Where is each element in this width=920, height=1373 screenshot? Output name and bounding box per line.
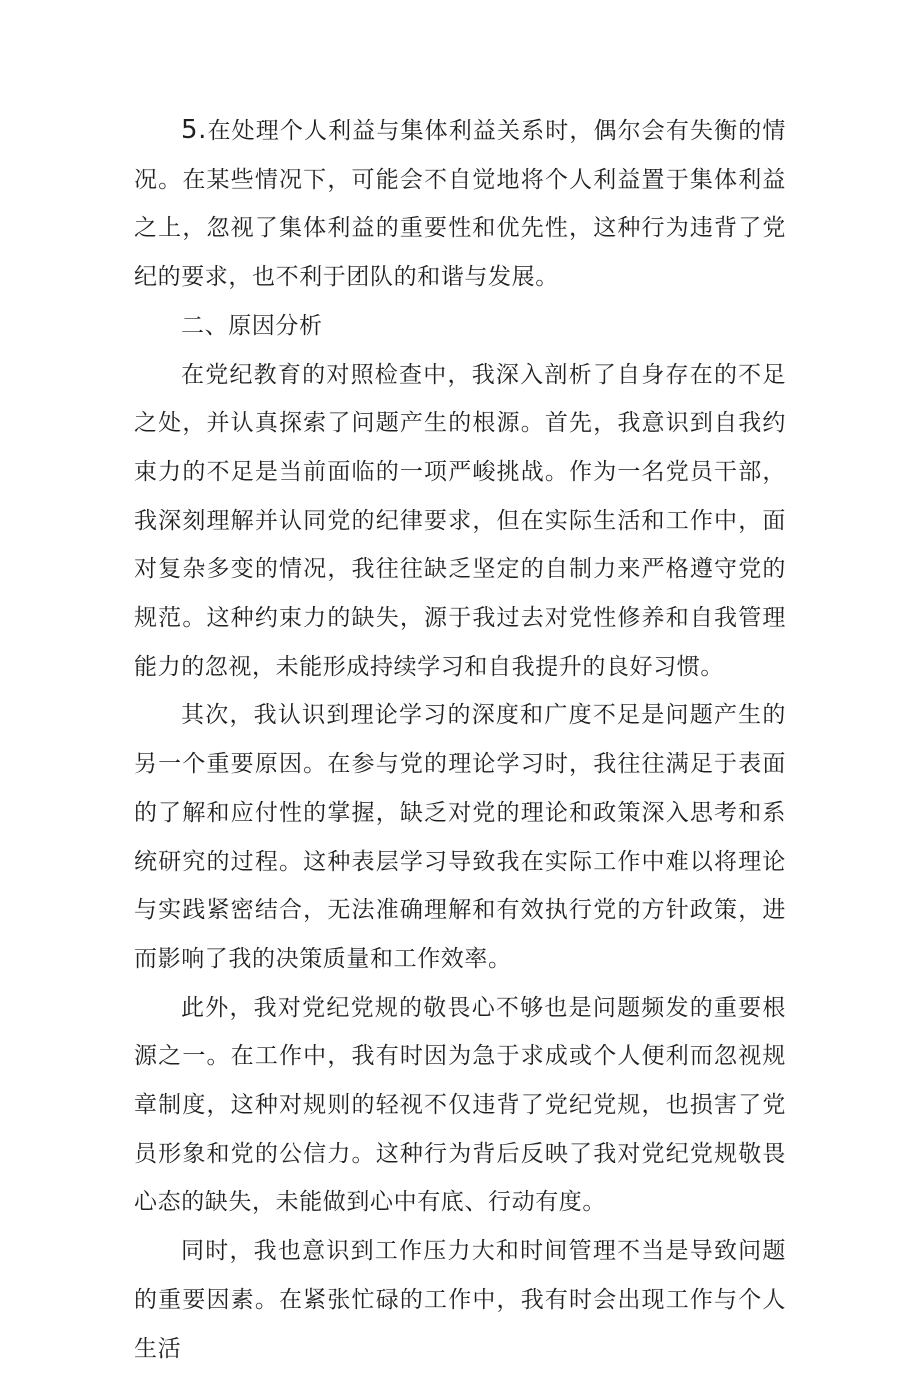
analysis-paragraph-2: 其次，我认识到理论学习的深度和广度不足是问题产生的另一个重要原因。在参与党的理论学习时，我往往满足于表面的了解和应付性的掌握，缺乏对党的理论和政策深入思考和系统研究的过程。这种表层学习导致我在实际工作中难以将理论与实践紧密结合，无法准确理解和有效执行党的方针政策，进而影响了我的决策质量和工作效率。 bbox=[134, 702, 786, 972]
item-number: 5. bbox=[181, 115, 208, 145]
section-heading: 二、原因分析 bbox=[181, 312, 323, 339]
analysis-paragraph-1: 在党纪教育的对照检查中，我深入剖析了自身存在的不足之处，并认真探索了问题产生的根源。首先，我意识到自我约束力的不足是当前面临的一项严峻挑战。作为一名党员干部，我深刻理解并认同党的纪律要求，但在实际生活和工作中，面对复杂多变的情况，我往往缺乏坚定的自制力来严格遵守党的规范。这种约束力的缺失，源于我过去对党性修养和自我管理能力的忽视，未能形成持续学习和自我提升的良好习惯。 bbox=[134, 361, 786, 680]
analysis-paragraph-4: 同时，我也意识到工作压力大和时间管理不当是导致问题的重要因素。在紧张忙碌的工作中，我有时会出现工作与个人生活 bbox=[134, 1238, 786, 1362]
item-5-paragraph bbox=[134, 106, 786, 302]
document-body bbox=[134, 106, 786, 1373]
analysis-paragraph-3: 此外，我对党纪党规的敬畏心不够也是问题频发的重要根源之一。在工作中，我有时因为急于求成或个人便利而忽视规章制度，这种对规则的轻视不仅违背了党纪党规，也损害了党员形象和党的公信力。这种行为背后反映了我对党纪党规敬畏心态的缺失，未能做到心中有底、行动有度。 bbox=[134, 994, 786, 1216]
item-5-text: 在处理个人利益与集体利益关系时，偶尔会有失衡的情况。在某些情况下，可能会不自觉地将个人利益置于集体利益之上，忽视了集体利益的重要性和优先性，这种行为违背了党纪的要求，也不利于团队的和谐与发展。 bbox=[134, 118, 786, 291]
